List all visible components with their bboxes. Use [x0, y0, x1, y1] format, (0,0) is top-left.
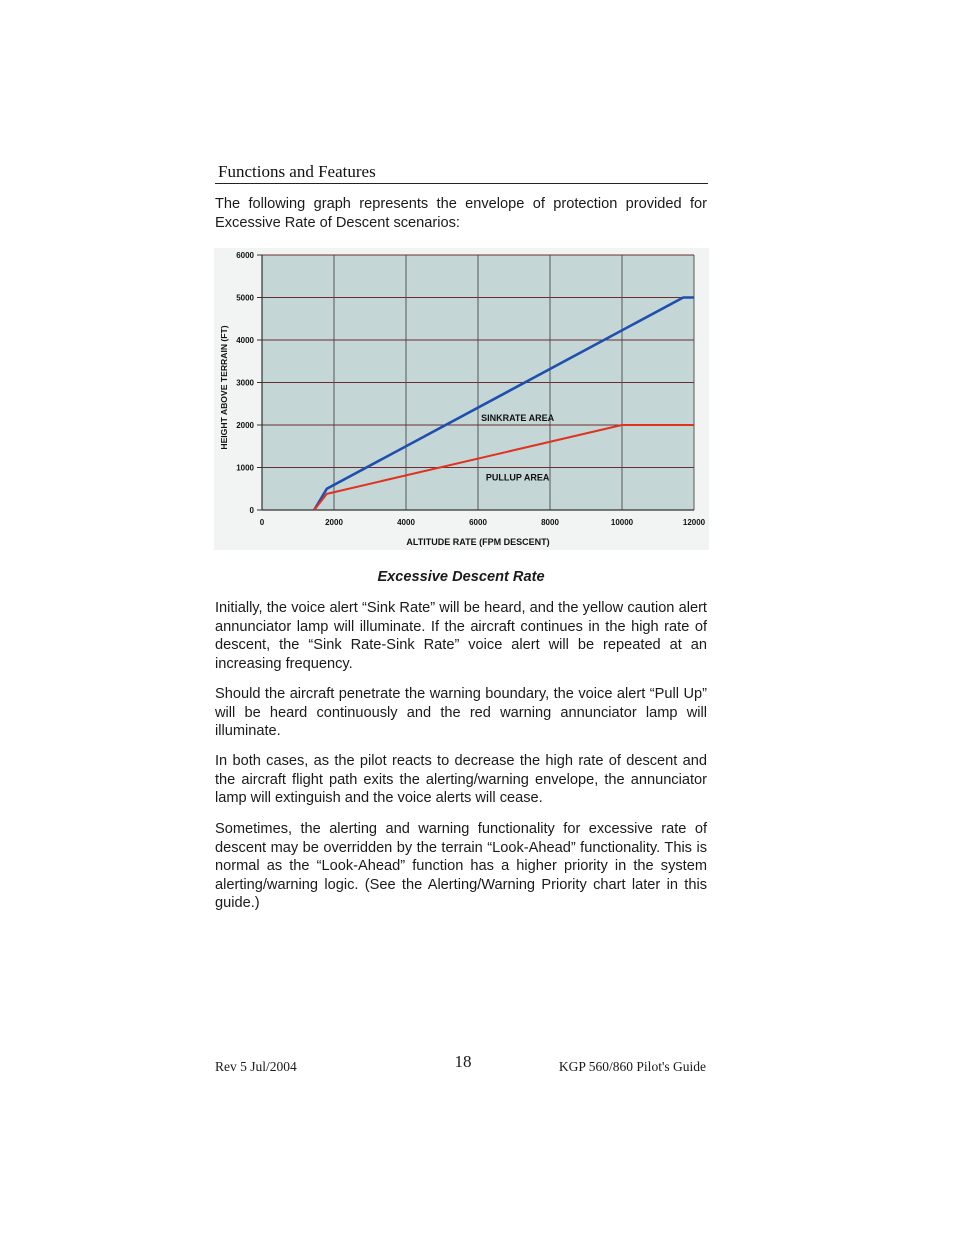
- page-number: 18: [454, 1052, 472, 1071]
- footer-revision: Rev 5 Jul/2004: [215, 1059, 297, 1074]
- x-tick-label: 10000: [610, 518, 634, 527]
- y-tick-label: 2000: [236, 421, 254, 430]
- y-tick-label: 4000: [236, 336, 254, 345]
- y-tick-label: 6000: [236, 251, 254, 260]
- x-tick-label: 12000: [682, 518, 706, 527]
- intro-paragraph: The following graph represents the envelope of protection provided for Excessive Rate of Descent scenarios:: [215, 196, 707, 231]
- x-tick-label: 4000: [397, 518, 415, 527]
- y-tick-label: 3000: [236, 378, 254, 388]
- y-tick-label: 1000: [236, 463, 254, 473]
- paragraph-pull-up: Should the aircraft penetrate the warning boundary, the voice alert “Pull Up” will be heard continuously and the red warning annunciator lamp will illuminate.: [215, 686, 707, 740]
- chart-caption: Excessive Descent Rate: [377, 569, 545, 585]
- title-rule: [215, 183, 708, 184]
- y-axis-title: HEIGHT ABOVE TERRAIN (FT): [219, 325, 229, 450]
- x-tick-label: 6000: [469, 518, 487, 527]
- descent-chart: [214, 248, 709, 550]
- paragraph-look-ahead: Sometimes, the alerting and warning functionality for excessive rate of descent may be overridden by the terrain “Look-Ahead” functionality. This is normal as the “Look-Ahead” function has a higher priority in the system alerting/warning logic. (See the Alerting/Warning Priority chart later in this guide.): [215, 821, 707, 912]
- x-tick-label: 2000: [325, 518, 343, 527]
- section-title: Functions and Features: [218, 162, 376, 181]
- x-tick-label: 8000: [541, 518, 559, 527]
- y-tick-label: 5000: [236, 293, 254, 303]
- chart-svg: [214, 248, 709, 550]
- paragraph-both-cases: In both cases, as the pilot reacts to decrease the high rate of descent and the aircraft flight path exits the alerting/warning envelope, the annunciator lamp will extinguish and the voice alerts will cease.: [215, 753, 707, 807]
- x-axis-title: ALTITUDE RATE (FPM DESCENT): [406, 537, 550, 547]
- paragraph-sink-rate: Initially, the voice alert “Sink Rate” will be heard, and the yellow caution alert annunciator lamp will illuminate. If the aircraft continues in the high rate of descent, the “Sink Rate-Sink Rate” voice alert will be repeated at an increasing frequency.: [215, 600, 707, 672]
- pullup-area-label: PULLUP AREA: [485, 472, 550, 483]
- footer-guide-title: KGP 560/860 Pilot's Guide: [558, 1059, 706, 1074]
- y-tick-label: 0: [249, 506, 254, 515]
- sinkrate-area-label: SINKRATE AREA: [481, 412, 555, 423]
- x-tick-label: 0: [259, 518, 265, 527]
